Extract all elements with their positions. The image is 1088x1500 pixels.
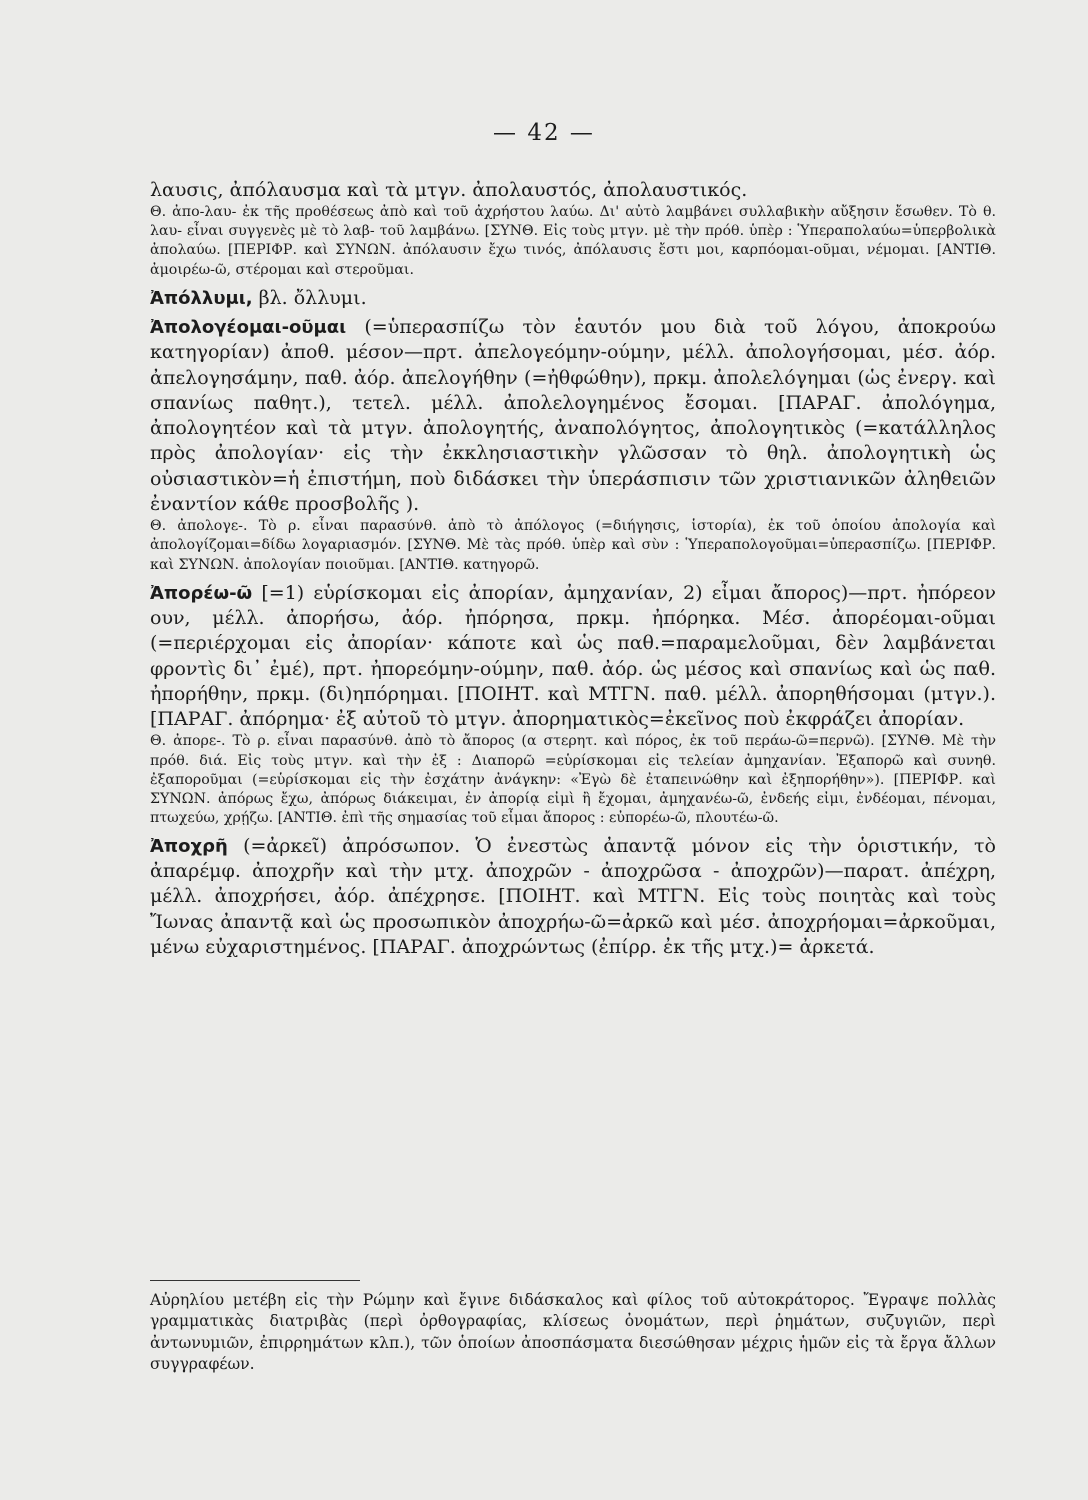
footnote: Αὐρηλίου μετέβη εἰς τὴν Ρώμην καὶ ἔγινε διδάσκαλος καὶ φίλος τοῦ αὐτοκράτορος. Ἔγραψε πολλὰς γραμματικὰς διατριβὰς (περὶ ὀρθογραφίας, κλίσεως ὀνομάτων, περὶ ῥημάτων, συζυγιῶν, περὶ ἀντωνυμιῶν, ἐπιρρημάτων κλπ.), τῶν ὁποίων ἀποσπάσματα διεσώθησαν μέχρις ἡμῶν εἰς τὰ ἔργα ἄλλων συγγραφέων. xyxy=(150,1291,996,1374)
dictionary-entries xyxy=(150,178,996,960)
entry-text: βλ. ὄλλυμι. xyxy=(252,286,367,309)
dictionary-entry xyxy=(150,834,996,960)
entry-text: [=1) εὑρίσκομαι εἰς ἀπορίαν, ἀμηχανίαν, 2) εἶμαι ἄπορος)—πρτ. ἠπόρεον ουν, μέλλ. ἀπορήσω, ἀόρ. ἠπόρησα, πρκμ. ἠπόρηκα. Μέσ. ἀπορέομαι-οῦμαι (=περιέρχομαι εἰς ἀπορίαν· κάποτε καὶ ὡς παθ.=παραμελοῦμαι, δὲν λαμβάνεται φροντὶς δι᾽ ἐμέ), πρτ. ἠπορεόμην-ούμην, παθ. ἀόρ. ὡς μέσος καὶ σπανίως καὶ ὡς παθ. ἠπορήθην, πρκμ. (δι)ηπόρημαι. [ΠΟΙΗΤ. καὶ ΜΤΓΝ. παθ. μέλλ. ἀπορηθήσομαι (μτγν.). [ΠΑΡΑΓ. ἀπόρημα· ἐξ αὐτοῦ τὸ μτγν. ἀπορηματικὸς=ἐκεῖνος ποὺ ἐκφράζει ἀπορίαν. xyxy=(150,581,996,731)
entry-headword: Ἀπόλλυμι, xyxy=(150,287,253,309)
entry-text: (=ὑπερασπίζω τὸν ἑαυτόν μου διὰ τοῦ λόγου, ἀποκρούω κατηγορίαν) ἀποθ. μέσον—πρτ. ἀπελογεόμην-ούμην, μέλλ. ἀπολογήσομαι, μέσ. ἀόρ. ἀπελογησάμην, παθ. ἀόρ. ἀπελογήθην (=ἠθφώθην), πρκμ. ἀπολελόγημαι (ὡς ἐνεργ. καὶ σπανίως παθητ.), τετελ. μέλλ. ἀπολελογημένος ἔσομαι. [ΠΑΡΑΓ. ἀπολόγημα, ἀπολογητέον καὶ τὰ μτγν. ἀπολογητής, ἀναπολόγητος, ἀπολογητικὸς (=κατάλληλος πρὸς ἀπολογίαν· εἰς τὴν ἐκκλησιαστικὴν γλῶσσαν τὸ θηλ. ἀπολογητικὴ ὡς οὐσιαστικὸν=ἡ ἐπιστήμη, ποὺ διδάσκει τὴν ὑπεράσπισιν τῶν χριστιανικῶν ἀληθειῶν ἐναντίον κάθε προσβολῆς ). xyxy=(150,315,996,516)
entry-headword: Ἀπολογέομαι-οῦμαι xyxy=(150,316,347,338)
entry-note: Θ. ἀπολογε-. Τὸ ρ. εἶναι παρασύνθ. ἀπὸ τὸ ἀπόλογος (=διήγησις, ἱστορία), ἐκ τοῦ ὁποίου ἀπολογία καὶ ἀπολογίζομαι=δίδω λογαριασμόν. [ΣΥΝΘ. Μὲ τὰς πρόθ. ὑπὲρ καὶ σὺν : Ὑπεραπολογοῦμαι=ὑπερασπίζω. [ΠΕΡΙΦΡ. καὶ ΣΥΝΩΝ. ἀπολογίαν ποιοῦμαι. [ΑΝΤΙΘ. κατηγορῶ. xyxy=(150,518,996,573)
entry-text: (=ἀρκεῖ) ἀπρόσωπον. Ὁ ἐνεστὼς ἀπαντᾷ μόνον εἰς τὴν ὁριστικήν, τὸ ἀπαρέμφ. ἀποχρῆν καὶ τὴν μτχ. ἀποχρῶν - ἀποχρῶσα - ἀποχρῶν)—παρατ. ἀπέχρη, μέλλ. ἀποχρήσει, ἀόρ. ἀπέχρησε. [ΠΟΙΗΤ. καὶ ΜΤΓΝ. Εἰς τοὺς ποιητὰς καὶ τοὺς Ἴωνας ἀπαντᾷ καὶ ὡς προσωπικὸν ἀποχρήω-ῶ=ἀρκῶ καὶ μέσ. ἀποχρήομαι=ἀρκοῦμαι, μένω εὐχαριστημένος. [ΠΑΡΑΓ. ἀποχρώντως (ἐπίρρ. ἐκ τῆς μτχ.)= ἀρκετά. xyxy=(150,834,996,959)
entry-continuation: λαυσις, ἀπόλαυσμα καὶ τὰ μτγν. ἀπολαυστός, ἀπολαυστικός. xyxy=(150,179,748,201)
footnote-separator xyxy=(150,1280,360,1281)
entry-note: Θ. ἀπορε-. Τὸ ρ. εἶναι παρασύνθ. ἀπὸ τὸ ἄπορος (α στερητ. καὶ πόρος, ἐκ τοῦ περάω-ῶ=περνῶ). [ΣΥΝΘ. Μὲ τὴν πρόθ. διά. Εἰς τοὺς μτγν. καὶ τὴν ἐξ : Διαπορῶ =εὑρίσκομαι εἰς τελείαν ἀμηχανίαν. Ἐξαπορῶ καὶ συνηθ. ἐξαποροῦμαι (=εὑρίσκομαι εἰς τὴν ἐσχάτην ἀνάγκην: «Ἐγὼ δὲ ἐταπεινώθην καὶ ἐξηπορήθην»). [ΠΕΡΙΦΡ. καὶ ΣΥΝΩΝ. ἀπόρως ἔχω, ἀπόρως διάκειμαι, ἐν ἀπορίᾳ εἰμὶ ἢ ἔχομαι, ἀμηχανέω-ῶ, ἐνδεής εἰμι, ἐνδέομαι, πένομαι, πτωχεύω, χρῄζω. [ΑΝΤΙΘ. ἐπὶ τῆς σημασίας τοῦ εἶμαι ἄπορος : εὐπορέω-ῶ, πλουτέω-ῶ. xyxy=(150,733,996,826)
dictionary-entry xyxy=(150,581,996,733)
page-number: — 42 — xyxy=(493,120,595,146)
entry-headword: Ἀποχρῆ xyxy=(150,835,228,857)
entry-headword: Ἀπορέω-ῶ xyxy=(150,582,253,604)
dictionary-entry xyxy=(150,315,996,517)
entry-note: Θ. ἀπο-λαυ- ἐκ τῆς προθέσεως ἀπὸ καὶ τοῦ ἀχρήστου λαύω. Δι' αὐτὸ λαμβάνει συλλαβικὴν αὔξησιν ἔσωθεν. Τὸ θ. λαυ- εἶναι συγγενὲς μὲ τὸ λαβ- τοῦ λαμβάνω. [ΣΥΝΘ. Εἰς τοὺς μτγν. μὲ τὴν πρόθ. ὑπὲρ : Ὑπεραπολαύω=ὑπερβολικὰ ἀπολαύω. [ΠΕΡΙΦΡ. καὶ ΣΥΝΩΝ. ἀπόλαυσιν ἔχω τινός, ἀπόλαυσις ἔστι μοι, καρπόομαι-οῦμαι, νέμομαι. [ΑΝΤΙΘ. ἀμοιρέω-ῶ, στέρομαι καὶ στεροῦμαι. xyxy=(150,204,996,278)
dictionary-entry xyxy=(150,286,996,311)
